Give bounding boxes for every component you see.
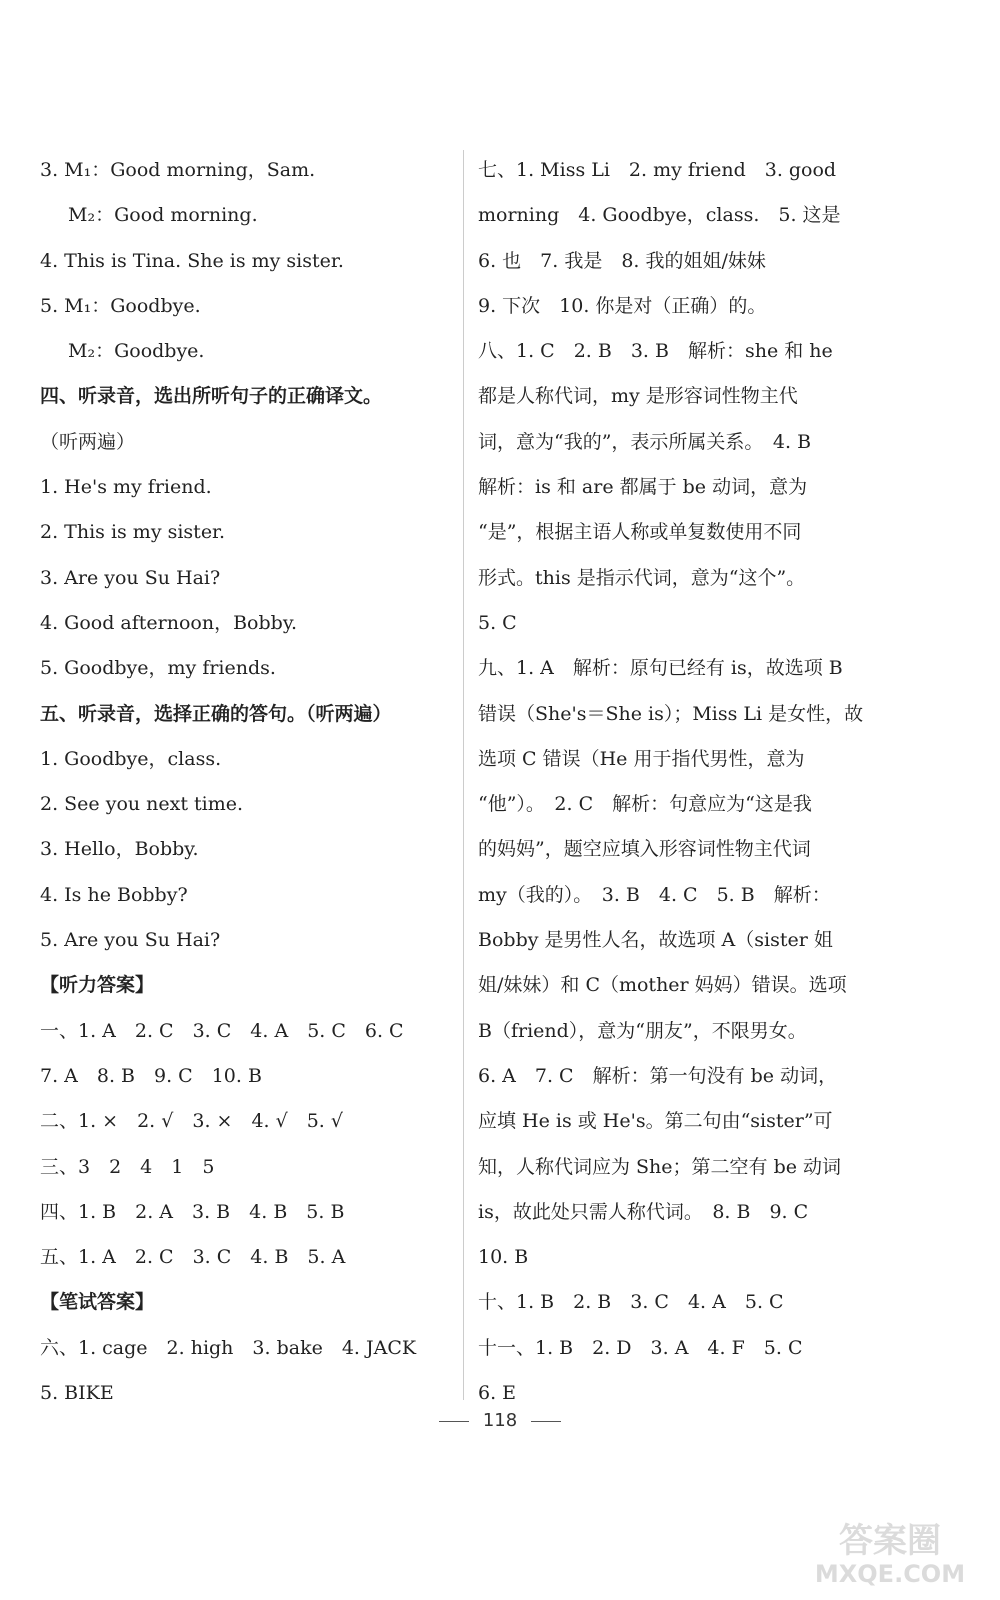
text-line: M₂：Goodbye. [68,340,205,363]
text-line: 一、1. A 2. C 3. C 4. A 5. C 6. C [40,1019,404,1042]
text-line: 五、1. A 2. C 3. C 4. B 5. A [40,1246,346,1269]
watermark-logo [800,1510,980,1590]
text-line: 1. Goodbye，class. [40,747,222,770]
text-line: my（我的）。 3. B 4. C 5. B 解析： [478,883,831,906]
text-line: 5. Are you Su Hai? [40,929,221,952]
text-line: 5. M₁：Goodbye. [40,294,201,317]
text-line: 五、听录音，选择正确的答句。（听两遍） [40,702,392,725]
text-line: 4. Is he Bobby? [40,883,188,906]
text-line: 知，人称代词应为 She；第二空有 be 动词 [478,1155,842,1178]
text-line: 5. BIKE [40,1382,114,1405]
text-line: is，故此处只需人称代词。 8. B 9. C [478,1200,809,1223]
text-line: 四、听录音，选出所听句子的正确译文。 [40,385,383,408]
text-line: B（friend），意为“朋友”，不限男女。 [478,1019,807,1042]
text-line: 3. Hello，Bobby. [40,838,199,861]
text-line: “是”，根据主语人称或单复数使用不同 [478,521,802,544]
column-divider [463,150,464,1400]
page-number [0,1410,1000,1431]
page-number-dash-left [439,1421,469,1422]
text-line: 6. E [478,1382,517,1405]
text-line: 十、1. B 2. B 3. C 4. A 5. C [478,1291,784,1314]
text-line: 选项 C 错误（He 用于指代男性，意为 [478,747,805,770]
text-line: 形式。this 是指示代词，意为“这个”。 [478,566,806,589]
text-line: 1. He's my friend. [40,476,212,499]
text-line: 八、1. C 2. B 3. B 解析：she 和 he [478,340,833,363]
text-line: Bobby 是男性人名，故选项 A（sister 姐 [478,929,833,952]
text-line: 六、1. cage 2. high 3. bake 4. JACK [40,1336,417,1359]
text-line: M₂：Good morning. [68,204,258,227]
text-line: 十一、1. B 2. D 3. A 4. F 5. C [478,1336,803,1359]
text-line: 错误（She's＝She is）；Miss Li 是女性，故 [478,702,864,725]
text-line: 10. B [478,1246,529,1269]
text-line: 4. This is Tina. She is my sister. [40,249,344,272]
text-line: 姐/妹妹）和 C（mother 妈妈）错误。选项 [478,974,847,997]
text-line: 7. A 8. B 9. C 10. B [40,1064,262,1087]
text-line: 3. Are you Su Hai? [40,566,221,589]
left-column [40,148,460,1416]
text-line: 9. 下次 10. 你是对（正确）的。 [478,294,767,317]
text-line: morning 4. Goodbye，class. 5. 这是 [478,204,841,227]
text-line: 解析：is 和 are 都属于 be 动词，意为 [478,476,808,499]
text-line: 三、3 2 4 1 5 [40,1155,215,1178]
text-line: 二、1. × 2. √ 3. × 4. √ 5. √ [40,1110,343,1133]
text-line: 四、1. B 2. A 3. B 4. B 5. B [40,1200,345,1223]
text-line: 【听力答案】 [40,974,155,997]
page-number-text: 118 [482,1410,518,1431]
page-number-dash-right [531,1421,561,1422]
text-line: （听两遍） [40,430,136,453]
text-line: 3. M₁：Good morning，Sam. [40,159,316,181]
text-line: 2. This is my sister. [40,521,226,544]
watermark-text: 答案圈 [839,1521,941,1561]
watermark-subtext: MXQE.COM [814,1560,966,1588]
text-line: 6. 也 7. 我是 8. 我的姐姐/妹妹 [478,249,766,272]
text-line: “他”）。 2. C 解析：句意应为“这是我 [478,793,812,816]
text-line: 5. Goodbye，my friends. [40,657,276,680]
text-line: 应填 He is 或 He's。第二句由“sister”可 [478,1110,833,1133]
text-line: 九、1. A 解析：原句已经有 is，故选项 B [478,657,843,680]
text-line: 5. C [478,611,517,634]
text-line: 七、1. Miss Li 2. my friend 3. good [478,159,837,181]
right-column [478,148,888,1416]
text-line: 2. See you next time. [40,793,244,816]
text-line: 4. Good afternoon，Bobby. [40,611,298,634]
text-line: 【笔试答案】 [40,1291,155,1314]
text-line: 都是人称代词，my 是形容词性物主代 [478,385,798,408]
text-line: 的妈妈”，题空应填入形容词性物主代词 [478,838,811,861]
text-line: 词，意为“我的”，表示所属关系。 4. B [478,430,812,453]
text-line: 6. A 7. C 解析：第一句没有 be 动词， [478,1064,838,1087]
